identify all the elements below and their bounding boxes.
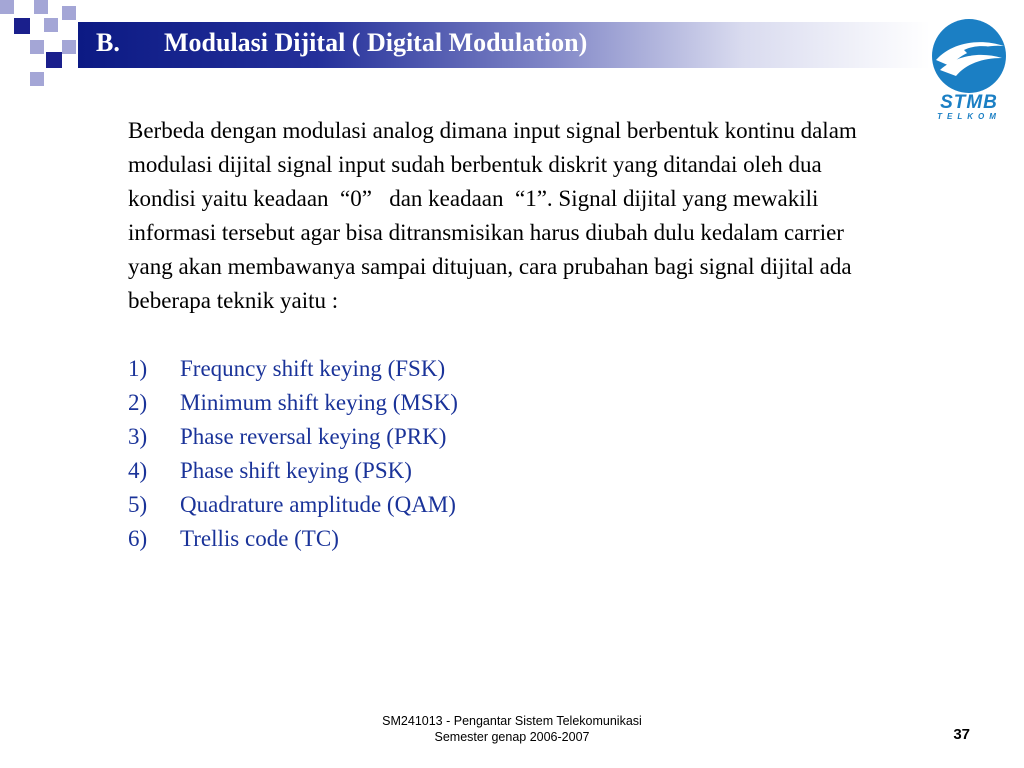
- footer: [312, 713, 712, 745]
- list-item-label: Frequncy shift keying (FSK): [180, 356, 446, 381]
- stmb-logo-emblem-icon: [928, 18, 1010, 94]
- list-item: [128, 454, 873, 488]
- list-item: [128, 488, 873, 522]
- decor-square: [14, 18, 30, 34]
- stmb-logo: [928, 18, 1010, 122]
- footer-course: SM241013 - Pengantar Sistem Telekomunikasi: [382, 714, 642, 728]
- technique-list: [128, 352, 873, 556]
- list-item: [128, 386, 873, 420]
- list-item-label: Phase reversal keying (PRK): [180, 424, 447, 449]
- list-item-number: 5): [128, 492, 148, 517]
- decor-square: [62, 6, 76, 20]
- decor-square: [30, 40, 44, 54]
- list-item-label: Minimum shift keying (MSK): [180, 390, 458, 415]
- list-item-number: 2): [128, 390, 148, 415]
- list-item-label: Trellis code (TC): [180, 526, 339, 551]
- decor-square: [46, 52, 62, 68]
- list-item-number: 6): [128, 526, 148, 551]
- logo-name: STMB: [940, 92, 998, 113]
- list-item: [128, 352, 873, 386]
- list-item-label: Phase shift keying (PSK): [180, 458, 412, 483]
- list-item: [128, 420, 873, 454]
- list-item-number: 3): [128, 424, 148, 449]
- decor-square: [62, 40, 76, 54]
- section-number: B.: [96, 28, 120, 57]
- slide-content: [128, 114, 873, 556]
- footer-semester: Semester genap 2006-2007: [434, 730, 590, 744]
- list-item-label: Quadrature amplitude (QAM): [180, 492, 456, 517]
- list-item-number: 4): [128, 458, 148, 483]
- logo-subtitle: TELKOM: [937, 112, 1001, 121]
- page-number: 37: [953, 726, 970, 743]
- decor-square: [0, 0, 14, 14]
- intro-paragraph: Berbeda dengan modulasi analog dimana input signal berbentuk kontinu dalam modulasi dijital signal input sudah berbentuk diskrit yang ditandai oleh dua kondisi yaitu keadaan “0” dan keadaan “1”. Signal dijital yang mewakili informasi tersebut agar bisa ditransmisikan harus diubah dulu kedalam carrier yang akan membawanya sampai ditujuan, cara prubahan bagi signal dijital ada beberapa teknik yaitu :: [128, 118, 863, 313]
- list-item-number: 1): [128, 356, 148, 381]
- decor-square: [30, 72, 44, 86]
- decor-square: [44, 18, 58, 32]
- list-item: [128, 522, 873, 556]
- decor-square: [34, 0, 48, 14]
- slide-title: Modulasi Dijital ( Digital Modulation): [164, 28, 588, 57]
